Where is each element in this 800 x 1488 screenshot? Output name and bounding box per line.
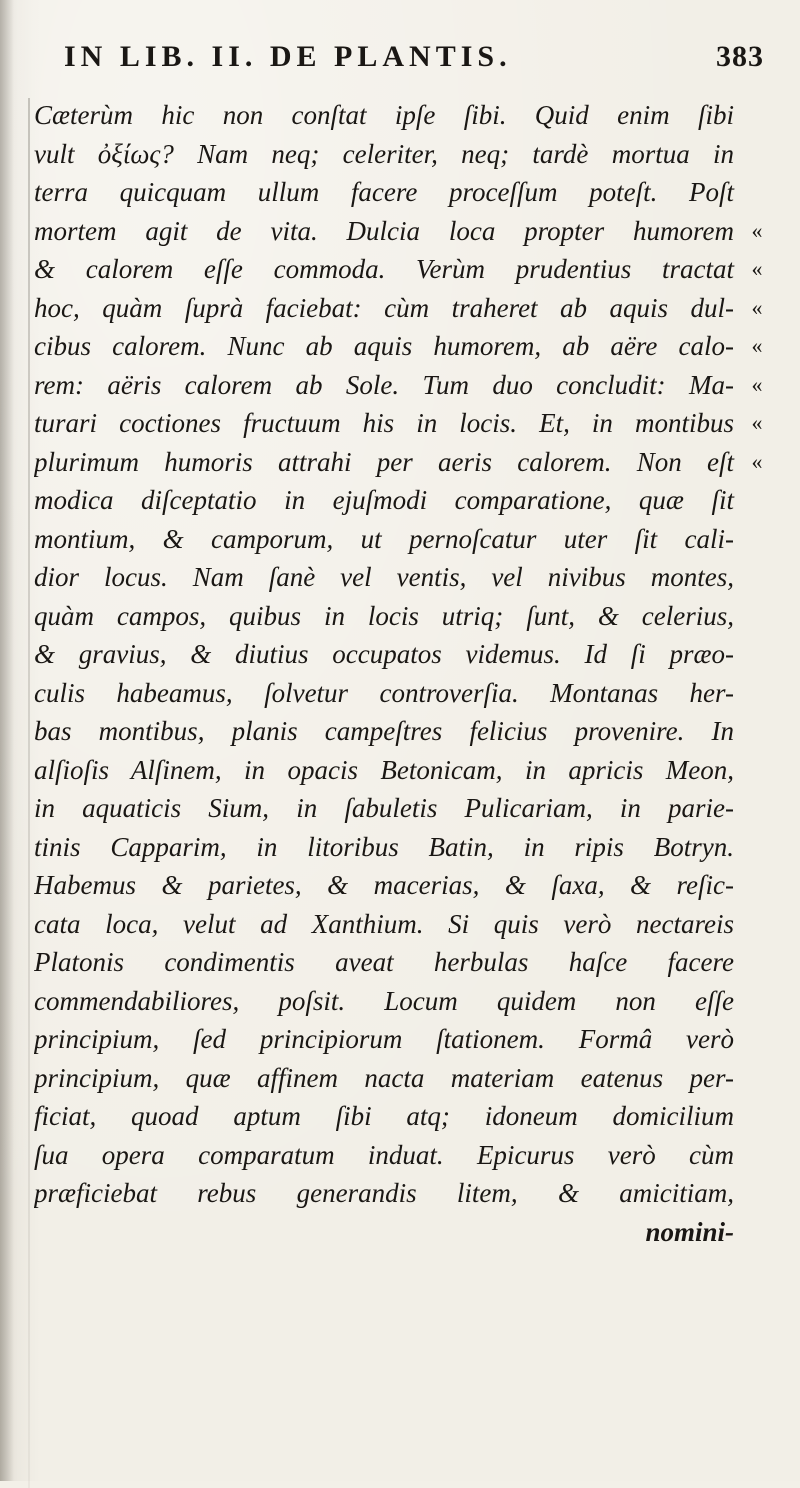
text-line <box>34 712 770 751</box>
text-line <box>34 1097 770 1136</box>
line-text: Platonis condimentis aveat herbulas haſce facere <box>34 947 734 977</box>
text-line <box>34 173 770 212</box>
line-text: principium, quæ affinem nacta materiam eatenus per- <box>34 1062 734 1093</box>
text-line <box>34 866 770 905</box>
quotation-mark: « <box>751 333 763 358</box>
margin-shadow <box>28 98 30 1488</box>
line-text: montium, & camporum, ut pernoſcatur uter ſit cali- <box>34 523 734 554</box>
line-text: præficiebat rebus generandis litem, & amicitiam, <box>34 1178 734 1208</box>
line-text: & calorem eſſe commoda. Verùm prudentius tractat <box>34 254 734 284</box>
line-text: hoc, quàm ſuprà faciebat: cùm traheret ab aquis dul- <box>34 292 734 323</box>
text-line <box>34 481 770 520</box>
line-text: culis habeamus, ſolvetur controverſia. Montanas her- <box>34 677 734 708</box>
text-line <box>34 96 770 135</box>
line-text: bas montibus, planis campeſtres felicius provenire. In <box>34 716 734 746</box>
quotation-mark: « <box>751 410 763 435</box>
text-line <box>34 1020 770 1059</box>
text-line <box>34 327 770 366</box>
text-line <box>34 1213 770 1252</box>
text-line <box>34 443 770 482</box>
line-text: dior locus. Nam ſanè vel ventis, vel nivibus montes, <box>34 562 734 592</box>
line-text: principium, ſed principiorum ſtationem. Formâ verò <box>34 1024 734 1054</box>
line-text: terra quicquam ullum facere proceſſum poteſt. Poſt <box>34 177 734 207</box>
text-line <box>34 597 770 636</box>
text-line <box>34 905 770 944</box>
running-title: IN LIB. II. DE PLANTIS. <box>64 40 512 73</box>
quotation-mark: « <box>751 217 763 243</box>
line-text: plurimum humoris attrahi per aeris calorem. Non eſt <box>34 446 734 477</box>
text-line <box>34 1174 770 1213</box>
line-text: & gravius, & diutius occupatos videmus. Id ſi præo- <box>34 639 734 669</box>
line-text: nomini- <box>645 1216 734 1247</box>
text-line <box>34 1059 770 1098</box>
page-number: 383 <box>716 40 764 73</box>
quotation-mark: « <box>751 294 763 320</box>
text-line <box>34 789 770 828</box>
text-line <box>34 982 770 1021</box>
line-text: quàm campos, quibus in locis utriq; ſunt, & celerius, <box>34 600 734 631</box>
text-line <box>34 520 770 559</box>
gutter-shadow <box>0 0 14 1481</box>
quotation-mark: « <box>751 256 763 281</box>
text-line <box>34 289 770 328</box>
line-text: Habemus & parietes, & macerias, & ſaxa, & reſic- <box>34 870 734 900</box>
text-line <box>34 674 770 713</box>
text-line <box>34 558 770 597</box>
text-line <box>34 943 770 982</box>
running-header <box>64 40 764 86</box>
text-line <box>34 404 770 443</box>
line-text: ficiat, quoad aptum ſibi atq; idoneum domicilium <box>34 1101 734 1131</box>
line-text: mortem agit de vita. Dulcia loca propter humorem <box>34 215 734 246</box>
quotation-mark: « <box>751 371 763 397</box>
line-text: modica diſceptatio in ejuſmodi comparatione, quæ ſit <box>34 485 734 515</box>
line-text: ſua opera comparatum induat. Epicurus verò cùm <box>34 1139 734 1170</box>
line-text: tinis Capparim, in litoribus Batin, in ripis Botryn. <box>34 831 734 862</box>
line-text: Cæterùm hic non conſtat ipſe ſibi. Quid enim ſibi <box>34 100 734 130</box>
quotation-mark: « <box>751 448 763 474</box>
line-text: cata loca, velut ad Xanthium. Si quis verò nectareis <box>34 908 734 939</box>
text-line <box>34 135 770 174</box>
line-text: turari coctiones fructuum his in locis. Et, in montibus <box>34 408 734 438</box>
body-text <box>34 96 770 1251</box>
text-line <box>34 366 770 405</box>
line-text: commendabiliores, poſsit. Locum quidem non eſſe <box>34 985 734 1016</box>
text-line <box>34 250 770 289</box>
text-line <box>34 212 770 251</box>
text-line <box>34 828 770 867</box>
line-text: vult ὀξίως? Nam neq; celeriter, neq; tardè mortua in <box>34 138 734 169</box>
line-text: cibus calorem. Nunc ab aquis humorem, ab aëre calo- <box>34 331 734 361</box>
text-line <box>34 635 770 674</box>
line-text: alſioſis Alſinem, in opacis Betonicam, in apricis Meon, <box>34 754 734 785</box>
line-text: rem: aëris calorem ab Sole. Tum duo concludit: Ma- <box>34 369 734 400</box>
text-line <box>34 1136 770 1175</box>
text-line <box>34 751 770 790</box>
line-text: in aquaticis Sium, in ſabuletis Pulicariam, in parie- <box>34 793 734 823</box>
